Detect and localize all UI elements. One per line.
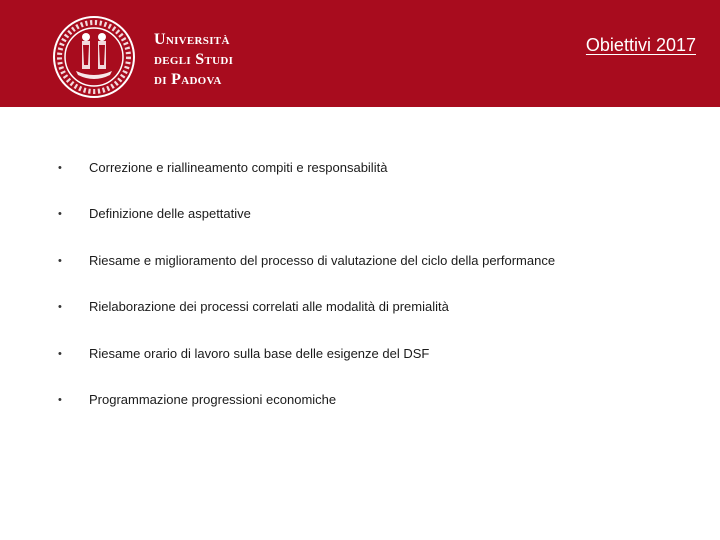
bullet-icon: • — [58, 254, 62, 267]
list-item-text: Riesame e miglioramento del processo di valutazione del ciclo della performance — [89, 252, 556, 268]
bullet-icon: • — [58, 393, 62, 406]
bullet-icon: • — [58, 208, 62, 221]
university-name-line: di Padova — [154, 71, 222, 88]
slide-title: Obiettivi 2017 — [585, 35, 696, 55]
header-bar — [0, 0, 720, 107]
list-item-text: Definizione delle aspettative — [89, 206, 251, 222]
list-item-text: Correzione e riallineamento compiti e responsabilità — [89, 160, 388, 175]
university-seal-icon — [52, 15, 136, 99]
bullet-icon: • — [58, 347, 62, 360]
bullet-icon: • — [58, 301, 62, 314]
list-item-text: Programmazione progressioni economiche — [89, 391, 337, 407]
list-item-text: Riesame orario di lavoro sulla base delle esigenze del DSF — [89, 345, 430, 361]
university-name — [154, 30, 233, 90]
university-name-line: Università — [154, 31, 230, 48]
bullet-icon: • — [58, 162, 62, 174]
university-name-line: degli Studi — [154, 51, 234, 68]
list-item-text: Rielaborazione dei processi correlati alle modalità di premialità — [89, 299, 449, 315]
